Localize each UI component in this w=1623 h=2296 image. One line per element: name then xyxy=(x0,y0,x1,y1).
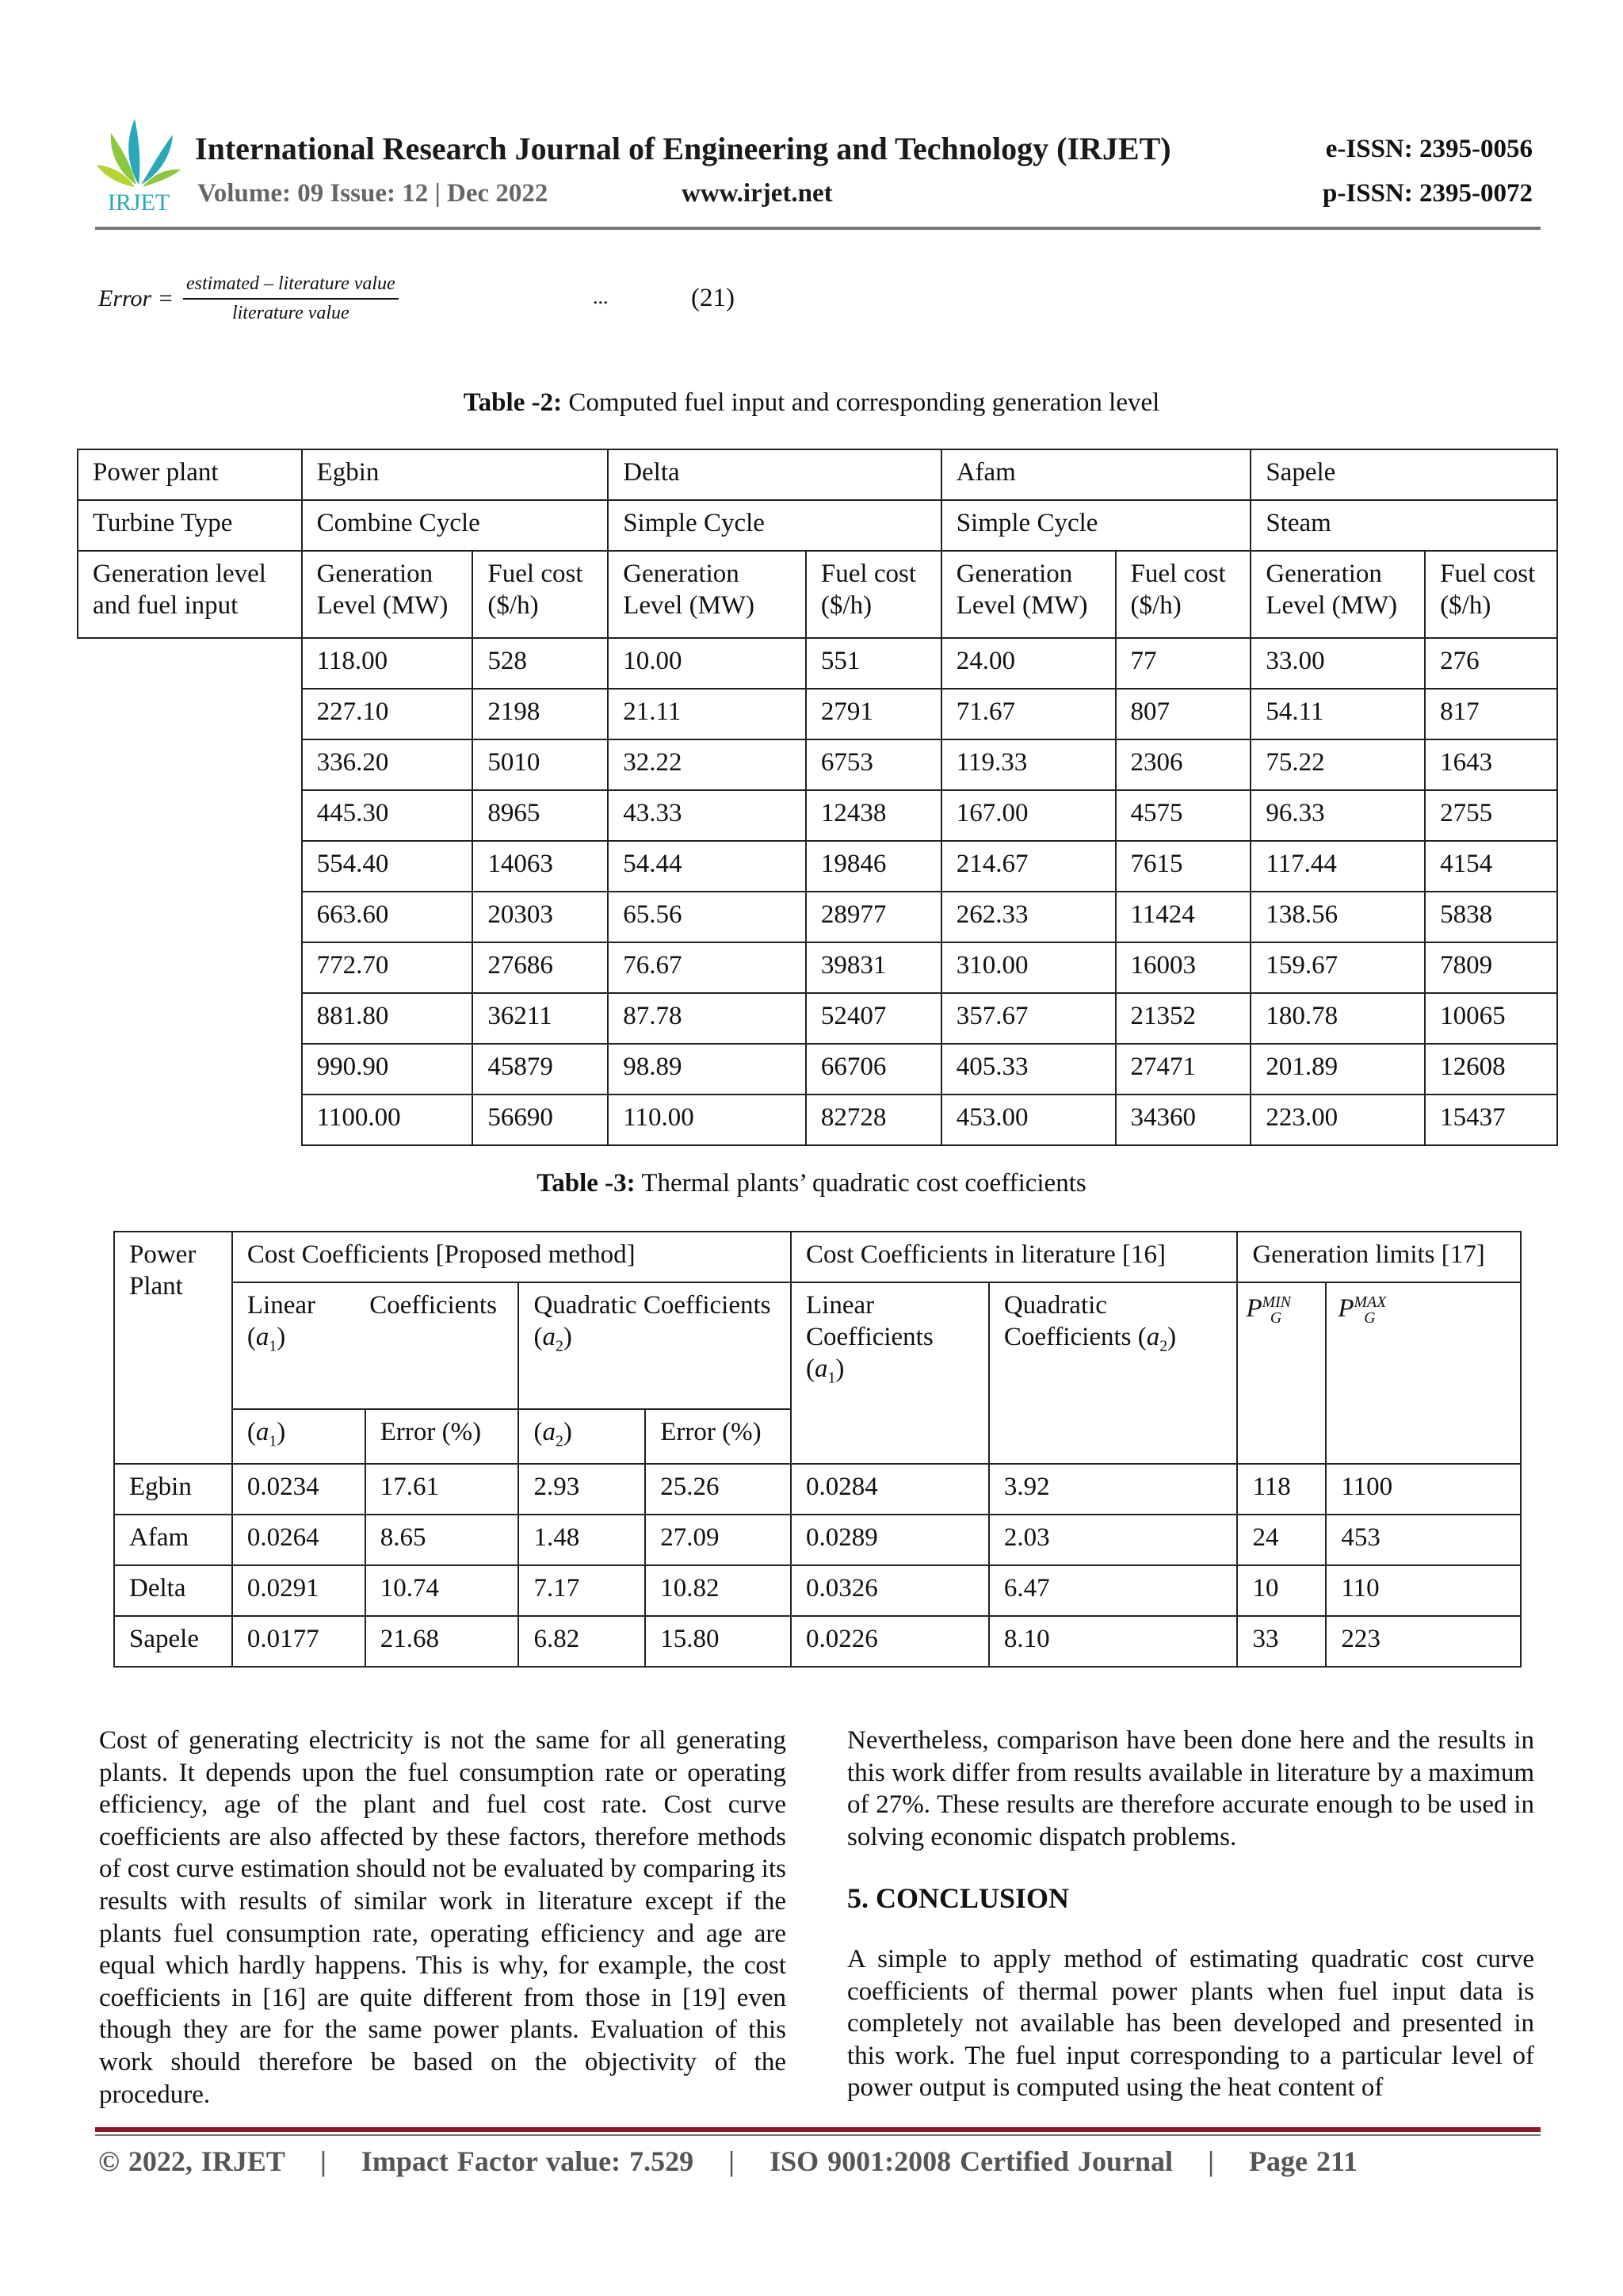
p-issn: p-ISSN: 2395-0072 xyxy=(1323,179,1533,208)
table3-cell: 10 xyxy=(1237,1565,1326,1616)
cell: Delta xyxy=(608,449,941,500)
table2-caption-text: Computed fuel input and corresponding generation level xyxy=(562,388,1160,417)
header-divider xyxy=(95,227,1541,230)
blank-cell xyxy=(78,739,302,790)
table3-cell: 0.0234 xyxy=(232,1464,365,1515)
table2-cell: 405.33 xyxy=(941,1044,1116,1095)
section-heading-conclusion: 5. CONCLUSION xyxy=(847,1882,1070,1914)
table3-cell: 0.0326 xyxy=(791,1565,989,1616)
table2-cell: 214.67 xyxy=(941,841,1116,892)
cell: Turbine Type xyxy=(78,500,302,551)
table2-cell: 227.10 xyxy=(302,689,473,739)
cell: Steam xyxy=(1251,500,1557,551)
table3-cell: 1100 xyxy=(1326,1464,1521,1515)
table2-cell: 118.00 xyxy=(302,638,473,689)
table2-cell: 34360 xyxy=(1116,1095,1251,1145)
table2-cell: 16003 xyxy=(1116,942,1251,993)
table3-row xyxy=(114,1565,1521,1616)
cell: Generation limits [17] xyxy=(1237,1232,1521,1282)
table2-cell: 1100.00 xyxy=(302,1095,473,1145)
blank-cell xyxy=(78,993,302,1044)
table2-cell: 56690 xyxy=(472,1095,608,1145)
volume-issue: Volume: 09 Issue: 12 | Dec 2022 xyxy=(197,179,548,208)
pmin-label: MIN xyxy=(1262,1293,1291,1311)
footer-iso: ISO 9001:2008 Certified Journal xyxy=(769,2145,1174,2177)
table2-cell: 66706 xyxy=(806,1044,941,1095)
table2-cell: 2306 xyxy=(1116,739,1251,790)
table3-cell: Egbin xyxy=(114,1464,232,1515)
table3-cell: 10.82 xyxy=(645,1565,791,1616)
table2-cell: 180.78 xyxy=(1251,993,1425,1044)
table2-cell: 76.67 xyxy=(608,942,806,993)
cell: Cost Coefficients [Proposed method] xyxy=(232,1232,791,1282)
table2-cell: 1643 xyxy=(1425,739,1557,790)
table3-cell: 0.0291 xyxy=(232,1565,365,1616)
table3 xyxy=(113,1231,1522,1668)
cell: Simple Cycle xyxy=(608,500,941,551)
cell: Power Plant xyxy=(114,1232,232,1464)
footer-separator: | xyxy=(1208,2145,1214,2177)
table2-cell: 167.00 xyxy=(941,790,1116,841)
table2-cell: 262.33 xyxy=(941,892,1116,942)
table3-cell: 24 xyxy=(1237,1515,1326,1565)
cell: Generation level and fuel input xyxy=(78,551,302,638)
table2-cell: 96.33 xyxy=(1251,790,1425,841)
table2-cell: 7809 xyxy=(1425,942,1557,993)
equation-lhs: Error = xyxy=(98,285,174,311)
table2-cell: 8965 xyxy=(472,790,608,841)
blank-cell xyxy=(78,638,302,689)
blank-cell xyxy=(78,892,302,942)
table3-cell: 110 xyxy=(1326,1565,1521,1616)
equation-fraction xyxy=(183,273,399,324)
table2-cell: 87.78 xyxy=(608,993,806,1044)
table2-row-turbine xyxy=(78,500,1557,551)
footer-page: Page 211 xyxy=(1249,2145,1358,2177)
table2-cell: 12438 xyxy=(806,790,941,841)
table2-caption xyxy=(0,388,1623,418)
table2-row xyxy=(78,1095,1557,1145)
cell: Egbin xyxy=(302,449,609,500)
table3-cell: 0.0264 xyxy=(232,1515,365,1565)
cell: Generation Level (MW) xyxy=(1251,551,1425,638)
table2-cell: 54.11 xyxy=(1251,689,1425,739)
lit-quadratic-label: Quadratic Coefficients xyxy=(1003,1291,1132,1351)
table3-caption xyxy=(0,1169,1623,1198)
table2-row xyxy=(78,689,1557,739)
table3-cell: 10.74 xyxy=(365,1565,519,1616)
table2-row-labels xyxy=(78,551,1557,638)
table2 xyxy=(77,449,1558,1146)
cell: Combine Cycle xyxy=(302,500,609,551)
table2-cell: 276 xyxy=(1425,638,1557,689)
table2-row xyxy=(78,790,1557,841)
table3-cell: 6.82 xyxy=(518,1616,645,1667)
table2-cell: 2791 xyxy=(806,689,941,739)
equation-dots: ... xyxy=(593,285,609,308)
table3-row xyxy=(114,1515,1521,1565)
table3-cell: 15.80 xyxy=(645,1616,791,1667)
cell: $(a_2)$ xyxy=(518,1409,645,1464)
equation-denominator: literature value xyxy=(231,303,349,323)
table2-cell: 772.70 xyxy=(302,942,473,993)
table2-cell: 990.90 xyxy=(302,1044,473,1095)
table3-cell: 118 xyxy=(1237,1464,1326,1515)
equation-numerator: estimated – literature value xyxy=(183,273,399,300)
cell: Cost Coefficients in literature [16] xyxy=(791,1232,1237,1282)
journal-title: International Research Journal of Engineering and Technology (IRJET) xyxy=(195,131,1171,166)
table2-cell: 36211 xyxy=(472,993,608,1044)
cell: $P^{MIN}_G$ xyxy=(1237,1282,1326,1464)
cell: Quadratic Coefficients $(a_2)$ xyxy=(518,1282,791,1409)
table3-cell: 21.68 xyxy=(365,1616,519,1667)
table2-cell: 27686 xyxy=(472,942,608,993)
cell: Fuel cost ($/h) xyxy=(1116,551,1251,638)
cell: Generation Level (MW) xyxy=(941,551,1116,638)
table2-cell: 7615 xyxy=(1116,841,1251,892)
cell: Simple Cycle xyxy=(941,500,1251,551)
table2-cell: 24.00 xyxy=(941,638,1116,689)
footer-rule-thin xyxy=(95,2134,1541,2136)
table3-cell: Afam xyxy=(114,1515,232,1565)
cell: Linear Coefficients $(a_1)$ xyxy=(791,1282,989,1464)
table2-row xyxy=(78,892,1557,942)
table3-cell: Delta xyxy=(114,1565,232,1616)
cell: Quadratic Coefficients $(a_2)$ xyxy=(989,1282,1238,1464)
cell: Error (%) xyxy=(645,1409,791,1464)
table3-row xyxy=(114,1616,1521,1667)
table3-cell: 1.48 xyxy=(518,1515,645,1565)
table2-caption-label: Table -2: xyxy=(463,388,563,417)
footer-separator: | xyxy=(319,2145,327,2177)
footer-impact: Impact Factor value: 7.529 xyxy=(361,2145,694,2177)
footer-separator: | xyxy=(728,2145,735,2177)
blank-cell xyxy=(78,1095,302,1145)
table3-cell: 223 xyxy=(1326,1616,1521,1667)
cell: Fuel cost ($/h) xyxy=(806,551,941,638)
table2-cell: 881.80 xyxy=(302,993,473,1044)
cell: Linear Coefficients $(a_1)$ xyxy=(232,1282,519,1409)
table2-cell: 110.00 xyxy=(608,1095,806,1145)
table2-cell: 336.20 xyxy=(302,739,473,790)
table2-cell: 310.00 xyxy=(941,942,1116,993)
table2-cell: 33.00 xyxy=(1251,638,1425,689)
table3-cell: 0.0284 xyxy=(791,1464,989,1515)
table3-cell: 17.61 xyxy=(365,1464,519,1515)
table3-cell: 7.17 xyxy=(518,1565,645,1616)
table2-row-power-plant xyxy=(78,449,1557,500)
cell: Sapele xyxy=(1251,449,1557,500)
table2-cell: 82728 xyxy=(806,1095,941,1145)
blank-cell xyxy=(78,942,302,993)
website-link[interactable]: www.irjet.net xyxy=(682,179,833,208)
table3-header-row-1 xyxy=(114,1232,1521,1282)
footer-copyright: © 2022, IRJET xyxy=(98,2145,285,2177)
table2-cell: 117.44 xyxy=(1251,841,1425,892)
footer-rule xyxy=(95,2127,1541,2132)
table2-cell: 5838 xyxy=(1425,892,1557,942)
e-issn: e-ISSN: 2395-0056 xyxy=(1325,135,1533,163)
footer xyxy=(98,2145,1358,2178)
blank-cell xyxy=(78,841,302,892)
table2-row xyxy=(78,942,1557,993)
cell: Fuel cost ($/h) xyxy=(472,551,608,638)
table2-cell: 357.67 xyxy=(941,993,1116,1044)
table3-caption-text: Thermal plants’ quadratic cost coefficients xyxy=(635,1169,1086,1198)
table2-cell: 2198 xyxy=(472,689,608,739)
table2-row xyxy=(78,739,1557,790)
cell: Power plant xyxy=(78,449,302,500)
table2-cell: 65.56 xyxy=(608,892,806,942)
cell: Afam xyxy=(941,449,1251,500)
table2-cell: 6753 xyxy=(806,739,941,790)
table2-cell: 119.33 xyxy=(941,739,1116,790)
table2-cell: 15437 xyxy=(1425,1095,1557,1145)
table2-cell: 28977 xyxy=(806,892,941,942)
table3-cell: 3.92 xyxy=(989,1464,1238,1515)
blank-cell xyxy=(78,1044,302,1095)
table2-cell: 138.56 xyxy=(1251,892,1425,942)
table3-cell: 2.03 xyxy=(989,1515,1238,1565)
table2-cell: 528 xyxy=(472,638,608,689)
table2-cell: 554.40 xyxy=(302,841,473,892)
left-paragraph: Cost of generating electricity is not the same for all generating plants. It depends upon the fuel consumption rate or operating efficiency, age of the plant and fuel cost rate. Cost curve coefficients are also affected by these factors, therefore methods of cost curve estimation should not be evaluated by comparing its results with results of similar work in literature except if the plants fuel consumption rate, operating efficiency and age are equal which hardly happens. This is why, for example, the cost coefficients in [16] are quite different from those in [19] even though they are for the same power plants. Evaluation of this work should therefore be based on the objectivity of the procedure. xyxy=(99,1726,786,2109)
cell: $(a_1)$ xyxy=(232,1409,365,1464)
table2-cell: 27471 xyxy=(1116,1044,1251,1095)
table2-cell: 98.89 xyxy=(608,1044,806,1095)
table2-cell: 11424 xyxy=(1116,892,1251,942)
table3-cell: 0.0289 xyxy=(791,1515,989,1565)
table3-cell: 0.0226 xyxy=(791,1616,989,1667)
equation-21 xyxy=(98,273,399,324)
table2-row xyxy=(78,1044,1557,1095)
table3-cell: 453 xyxy=(1326,1515,1521,1565)
logo-leaves-icon xyxy=(95,117,182,189)
cell: Error (%) xyxy=(365,1409,519,1464)
table2-cell: 43.33 xyxy=(608,790,806,841)
table2-cell: 71.67 xyxy=(941,689,1116,739)
table3-cell: 27.09 xyxy=(645,1515,791,1565)
table2-cell: 19846 xyxy=(806,841,941,892)
table2-cell: 5010 xyxy=(472,739,608,790)
table2-cell: 4154 xyxy=(1425,841,1557,892)
table2-cell: 21352 xyxy=(1116,993,1251,1044)
blank-cell xyxy=(78,790,302,841)
table2-cell: 54.44 xyxy=(608,841,806,892)
table2-cell: 223.00 xyxy=(1251,1095,1425,1145)
table3-cell: Sapele xyxy=(114,1616,232,1667)
table2-cell: 551 xyxy=(806,638,941,689)
table2-cell: 445.30 xyxy=(302,790,473,841)
table2-cell: 77 xyxy=(1116,638,1251,689)
table3-cell: 25.26 xyxy=(645,1464,791,1515)
quadratic-label: Quadratic Coefficients xyxy=(533,1291,771,1320)
right-paragraph-2: A simple to apply method of estimating quadratic cost curve coefficients of thermal power plants when fuel input data is completely not available has been developed and presented in this work. The fuel input corresponding to a particular level of power output is computed using the heat content of xyxy=(847,1945,1534,2103)
table2-cell: 10.00 xyxy=(608,638,806,689)
table2-cell: 12608 xyxy=(1425,1044,1557,1095)
right-paragraph-1: Nevertheless, comparison have been done here and the results in this work differ from results available in literature by a maximum of 27%. These results are therefore accurate enough to be used in solving economic dispatch problems. xyxy=(847,1726,1534,1851)
linear-label: Linear Coefficients xyxy=(246,1291,497,1320)
table3-row xyxy=(114,1464,1521,1515)
table2-cell: 32.22 xyxy=(608,739,806,790)
table2-row xyxy=(78,993,1557,1044)
table2-cell: 10065 xyxy=(1425,993,1557,1044)
table2-cell: 4575 xyxy=(1116,790,1251,841)
table2-cell: 807 xyxy=(1116,689,1251,739)
table2-cell: 39831 xyxy=(806,942,941,993)
table2-cell: 159.67 xyxy=(1251,942,1425,993)
table2-cell: 45879 xyxy=(472,1044,608,1095)
logo-text: IRJET xyxy=(107,189,170,216)
table2-cell: 817 xyxy=(1425,689,1557,739)
equation-number: (21) xyxy=(691,284,735,312)
table2-row xyxy=(78,841,1557,892)
lit-linear-label: Linear Coefficients xyxy=(806,1291,934,1351)
irjet-logo xyxy=(95,117,182,214)
table3-header-row-2 xyxy=(114,1282,1521,1409)
pmax-label: MAX xyxy=(1354,1293,1387,1311)
table3-cell: 2.93 xyxy=(518,1464,645,1515)
table2-cell: 20303 xyxy=(472,892,608,942)
table2-cell: 52407 xyxy=(806,993,941,1044)
cell: $P^{MAX}_G$ xyxy=(1326,1282,1521,1464)
table3-cell: 33 xyxy=(1237,1616,1326,1667)
table2-row xyxy=(78,638,1557,689)
table2-cell: 21.11 xyxy=(608,689,806,739)
table2-cell: 75.22 xyxy=(1251,739,1425,790)
cell: Generation Level (MW) xyxy=(608,551,806,638)
table2-cell: 453.00 xyxy=(941,1095,1116,1145)
table2-cell: 663.60 xyxy=(302,892,473,942)
table3-cell: 0.0177 xyxy=(232,1616,365,1667)
table2-cell: 201.89 xyxy=(1251,1044,1425,1095)
table2-cell: 2755 xyxy=(1425,790,1557,841)
cell: Generation Level (MW) xyxy=(302,551,473,638)
table3-cell: 8.10 xyxy=(989,1616,1238,1667)
cell: Fuel cost ($/h) xyxy=(1425,551,1557,638)
table3-caption-label: Table -3: xyxy=(537,1169,636,1198)
table3-cell: 6.47 xyxy=(989,1565,1238,1616)
blank-cell xyxy=(78,689,302,739)
table3-cell: 8.65 xyxy=(365,1515,519,1565)
table2-cell: 14063 xyxy=(472,841,608,892)
